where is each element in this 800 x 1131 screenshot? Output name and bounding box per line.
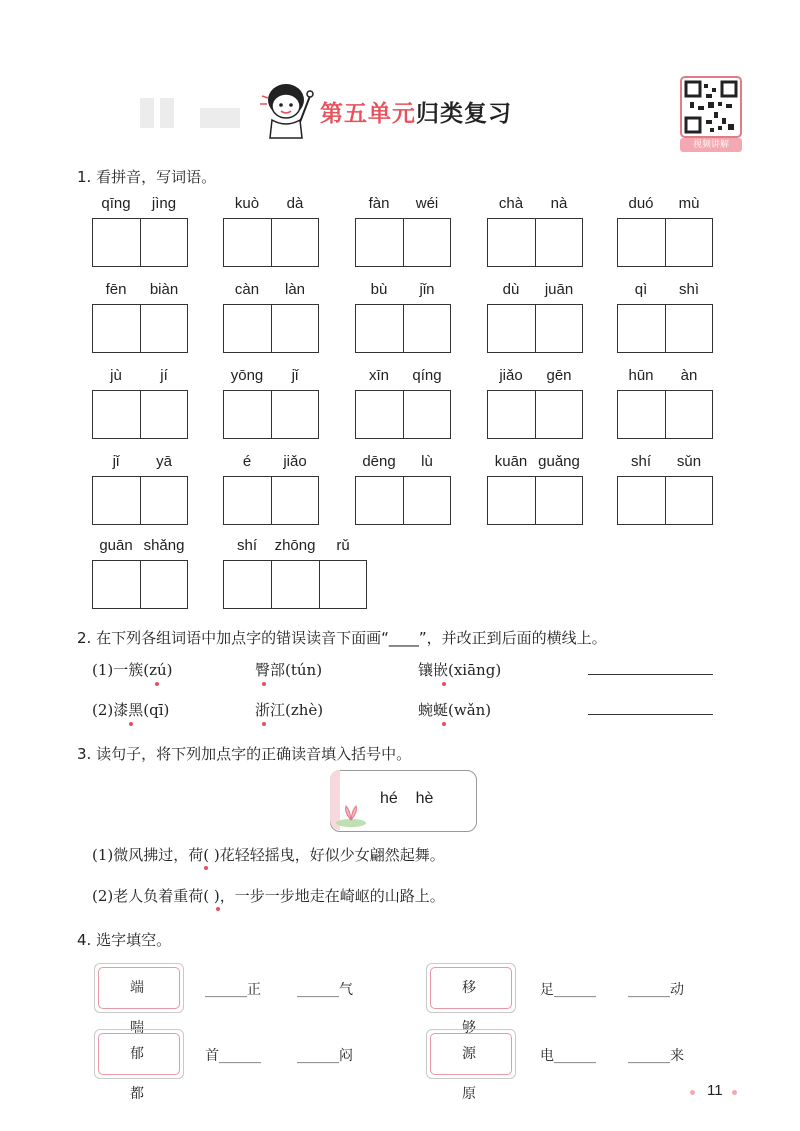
pinyin-label: chà bbox=[498, 195, 524, 212]
cell-divider bbox=[271, 561, 272, 608]
tianzige-box[interactable] bbox=[617, 390, 713, 439]
pinyin-label: yā bbox=[156, 453, 172, 470]
cell-divider bbox=[665, 219, 666, 266]
cell-divider bbox=[665, 305, 666, 352]
cell-divider bbox=[271, 477, 272, 524]
qr-label: 视频讲解 bbox=[680, 138, 742, 152]
cell-divider bbox=[535, 477, 536, 524]
emphasis-dot bbox=[442, 682, 446, 686]
pinyin-label: mù bbox=[678, 195, 700, 212]
cell-divider bbox=[271, 391, 272, 438]
pinyin-options: hé hè bbox=[380, 790, 434, 807]
choice-box-4: 源 原 bbox=[430, 1033, 512, 1075]
tianzige-box[interactable] bbox=[223, 476, 319, 525]
q3-sentence-1: (1)微风拂过，荷( )花轻轻摇曳，好似少女翩然起舞。 bbox=[92, 846, 445, 864]
pinyin-label: jǐ bbox=[291, 367, 299, 384]
cell-divider bbox=[403, 219, 404, 266]
tianzige-box[interactable] bbox=[617, 218, 713, 267]
pinyin-label: shǎng bbox=[143, 537, 185, 554]
lotus-icon bbox=[334, 798, 368, 832]
pinyin-label: hūn bbox=[628, 367, 654, 384]
fill-2a[interactable]: 足______ bbox=[540, 982, 596, 998]
page-title bbox=[320, 95, 512, 128]
pinyin-label: dù bbox=[502, 281, 520, 298]
page-dot bbox=[690, 1090, 695, 1095]
cell-divider bbox=[403, 305, 404, 352]
fill-3b[interactable]: ______闷 bbox=[297, 1048, 353, 1064]
q4-prompt: 4. 选字填空。 bbox=[77, 931, 172, 949]
tianzige-box[interactable] bbox=[92, 560, 188, 609]
fill-2b[interactable]: ______动 bbox=[628, 982, 684, 998]
pinyin-label: àn bbox=[680, 367, 698, 384]
emphasis-dot bbox=[262, 722, 266, 726]
pinyin-label: duó bbox=[628, 195, 654, 212]
pinyin-label: gēn bbox=[546, 367, 572, 384]
cell-divider bbox=[403, 391, 404, 438]
pinyin-label: càn bbox=[234, 281, 260, 298]
emphasis-dot bbox=[129, 722, 133, 726]
cell-divider bbox=[319, 561, 320, 608]
q2-answer-line-2[interactable] bbox=[588, 714, 713, 715]
q2-row1-item2: 臀部(tún) bbox=[255, 661, 323, 679]
pinyin-label: qíng bbox=[412, 367, 442, 384]
tianzige-box[interactable] bbox=[223, 218, 319, 267]
pinyin-label: jí bbox=[160, 367, 168, 384]
q1-prompt: 1. 看拼音，写词语。 bbox=[77, 168, 217, 186]
emphasis-dot bbox=[155, 682, 159, 686]
tianzige-box[interactable] bbox=[92, 390, 188, 439]
cell-divider bbox=[271, 219, 272, 266]
tianzige-box[interactable] bbox=[223, 560, 367, 609]
cell-divider bbox=[535, 219, 536, 266]
q2-row1-item1: (1)一簇(zú) bbox=[92, 661, 173, 679]
pinyin-label: xīn bbox=[368, 367, 389, 384]
cell-divider bbox=[140, 561, 141, 608]
cell-divider bbox=[140, 305, 141, 352]
pinyin-label: qīng bbox=[101, 195, 131, 212]
tianzige-box[interactable] bbox=[92, 218, 188, 267]
tianzige-box[interactable] bbox=[223, 304, 319, 353]
pinyin-label: kuò bbox=[234, 195, 260, 212]
cell-divider bbox=[535, 391, 536, 438]
tianzige-box[interactable] bbox=[487, 218, 583, 267]
pinyin-label: jǐ bbox=[112, 453, 120, 470]
pinyin-label: shí bbox=[236, 537, 257, 554]
pinyin-label: qì bbox=[634, 281, 648, 298]
q2-row2-item3: 蜿蜒(wǎn) bbox=[418, 701, 492, 719]
emphasis-dot bbox=[442, 722, 446, 726]
pinyin-label: nà bbox=[550, 195, 568, 212]
pinyin-label: yōng bbox=[230, 367, 264, 384]
cell-divider bbox=[665, 477, 666, 524]
tianzige-box[interactable] bbox=[92, 476, 188, 525]
title-unit: 第五单元 bbox=[320, 101, 416, 127]
q2-prompt: 2. 在下列各组词语中加点字的错误读音下面画“____”，并改正到后面的横线上。 bbox=[77, 629, 607, 647]
q2-answer-line-1[interactable] bbox=[588, 674, 713, 675]
pinyin-label: shí bbox=[630, 453, 651, 470]
pinyin-label: shì bbox=[678, 281, 699, 298]
pinyin-label: lù bbox=[421, 453, 433, 470]
pinyin-label: bù bbox=[370, 281, 388, 298]
emphasis-dot bbox=[216, 907, 220, 911]
cartoon-boy-icon bbox=[258, 78, 318, 140]
q3-prompt: 3. 读句子，将下列加点字的正确读音填入括号中。 bbox=[77, 745, 412, 763]
q2-row1-item3: 镶嵌(xiāng) bbox=[418, 661, 502, 679]
emphasis-dot bbox=[262, 682, 266, 686]
tianzige-box[interactable] bbox=[487, 476, 583, 525]
page-number: 11 bbox=[707, 1082, 723, 1099]
pinyin-label: rǔ bbox=[336, 537, 350, 554]
pinyin-label: dà bbox=[286, 195, 304, 212]
tianzige-box[interactable] bbox=[223, 390, 319, 439]
cell-divider bbox=[140, 219, 141, 266]
pinyin-label: wéi bbox=[415, 195, 439, 212]
cell-divider bbox=[665, 391, 666, 438]
cell-divider bbox=[535, 305, 536, 352]
tianzige-box[interactable] bbox=[487, 390, 583, 439]
pinyin-label: jiǎo bbox=[499, 367, 523, 384]
choice-box-3: 郁 都 bbox=[98, 1033, 180, 1075]
pinyin-label: jǐn bbox=[419, 281, 435, 298]
pinyin-label: zhōng bbox=[274, 537, 316, 554]
pinyin-label: sǔn bbox=[676, 453, 702, 470]
decorative-marks bbox=[140, 92, 250, 132]
emphasis-dot bbox=[204, 866, 208, 870]
tianzige-box[interactable] bbox=[355, 218, 451, 267]
tianzige-box[interactable] bbox=[487, 304, 583, 353]
fill-1b[interactable]: ______气 bbox=[297, 982, 353, 998]
tianzige-box[interactable] bbox=[617, 304, 713, 353]
tianzige-box[interactable] bbox=[355, 304, 451, 353]
cell-divider bbox=[403, 477, 404, 524]
page-dot bbox=[732, 1090, 737, 1095]
choice-box-2: 移 够 bbox=[430, 967, 512, 1009]
pinyin-label: jù bbox=[110, 367, 122, 384]
q3-sentence-2: (2)老人负着重荷( )，一步一步地走在崎岖的山路上。 bbox=[92, 887, 445, 905]
fill-3a[interactable]: 首______ bbox=[205, 1048, 261, 1064]
choice-box-1: 端 喘 bbox=[98, 967, 180, 1009]
pinyin-label: fàn bbox=[368, 195, 390, 212]
pinyin-label: dēng bbox=[362, 453, 396, 470]
tianzige-box[interactable] bbox=[617, 476, 713, 525]
q2-row2-item2: 浙江(zhè) bbox=[255, 701, 324, 719]
pinyin-label: juān bbox=[544, 281, 574, 298]
title-topic: 归类复习 bbox=[416, 101, 512, 127]
pinyin-label: é bbox=[242, 453, 252, 470]
cell-divider bbox=[140, 477, 141, 524]
pinyin-label: kuān bbox=[494, 453, 528, 470]
pinyin-label: guǎng bbox=[538, 453, 580, 470]
qr-code-icon[interactable] bbox=[680, 76, 742, 138]
fill-4a[interactable]: 电______ bbox=[540, 1048, 596, 1064]
fill-4b[interactable]: ______来 bbox=[628, 1048, 684, 1064]
tianzige-box[interactable] bbox=[355, 476, 451, 525]
pinyin-label: làn bbox=[284, 281, 306, 298]
cell-divider bbox=[271, 305, 272, 352]
cell-divider bbox=[140, 391, 141, 438]
pinyin-label: jìng bbox=[151, 195, 177, 212]
pinyin-label: guān bbox=[99, 537, 133, 554]
fill-1a[interactable]: ______正 bbox=[205, 982, 261, 998]
q2-row2-item1: (2)漆黑(qī) bbox=[92, 701, 170, 719]
pinyin-label: fēn bbox=[105, 281, 127, 298]
tianzige-box[interactable] bbox=[92, 304, 188, 353]
pinyin-label: biàn bbox=[149, 281, 179, 298]
tianzige-box[interactable] bbox=[355, 390, 451, 439]
pinyin-label: jiǎo bbox=[283, 453, 307, 470]
